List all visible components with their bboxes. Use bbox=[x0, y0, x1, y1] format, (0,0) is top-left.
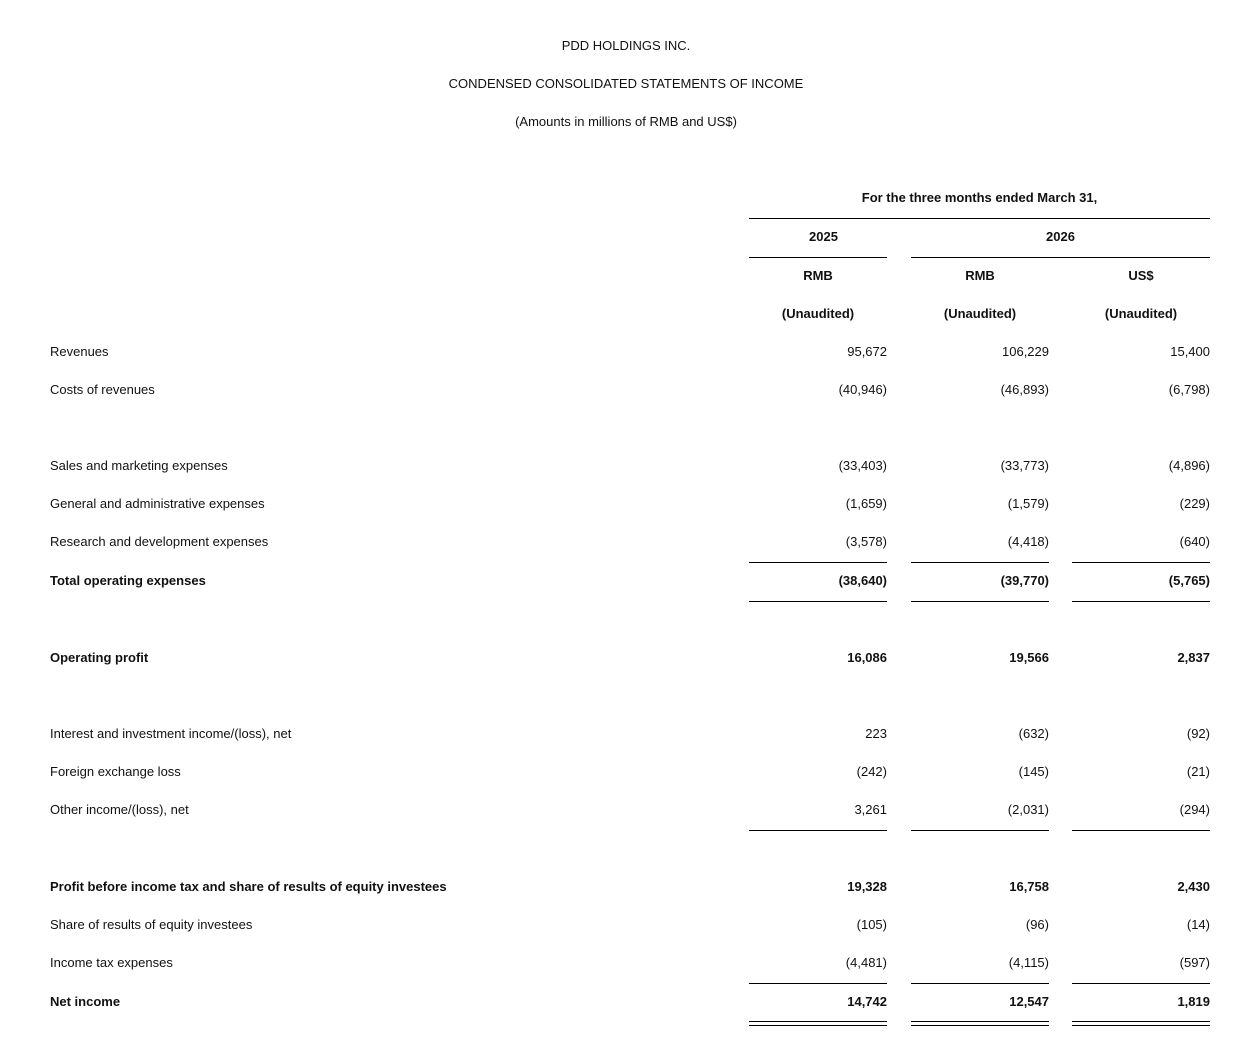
subtotal-line bbox=[1072, 983, 1210, 984]
value-2025-rmb: (3,578) bbox=[845, 534, 887, 549]
value-2026-rmb: 19,566 bbox=[1009, 650, 1049, 665]
value-2025-rmb: (105) bbox=[856, 917, 887, 932]
row-label: Sales and marketing expenses bbox=[50, 458, 228, 473]
row-profit-before-tax bbox=[0, 879, 1252, 895]
value-2026-rmb: (1,579) bbox=[1007, 496, 1049, 511]
value-2026-usd: (229) bbox=[1179, 496, 1210, 511]
value-2026-rmb: (2,031) bbox=[1007, 802, 1049, 817]
value-2025-rmb: (1,659) bbox=[845, 496, 887, 511]
subtotal-line bbox=[1072, 830, 1210, 831]
subtotal-line bbox=[911, 562, 1049, 563]
value-2025-rmb: 16,086 bbox=[847, 650, 887, 665]
row-label: Revenues bbox=[50, 344, 109, 359]
value-2026-usd: 15,400 bbox=[1170, 344, 1210, 359]
value-2025-rmb: (4,481) bbox=[845, 955, 887, 970]
year-2025-divider bbox=[749, 257, 887, 258]
row-label: Share of results of equity investees bbox=[50, 917, 253, 932]
value-2026-rmb: (4,115) bbox=[1008, 955, 1049, 970]
double-underline bbox=[1072, 1021, 1210, 1026]
currency-heading-2: RMB bbox=[965, 268, 995, 283]
value-2026-usd: (6,798) bbox=[1168, 382, 1210, 397]
currency-heading-3: US$ bbox=[1128, 268, 1154, 283]
value-2026-usd: 1,819 bbox=[1177, 994, 1210, 1009]
row-revenues bbox=[0, 344, 1252, 360]
total-line bbox=[749, 601, 887, 602]
value-2026-rmb: 106,229 bbox=[1002, 344, 1049, 359]
row-label: Foreign exchange loss bbox=[50, 764, 181, 779]
value-2026-usd: 2,837 bbox=[1177, 650, 1210, 665]
row-label: Profit before income tax and share of results of equity investees bbox=[50, 879, 447, 894]
units-note: (Amounts in millions of RMB and US$) bbox=[515, 114, 737, 129]
value-2025-rmb: 95,672 bbox=[847, 344, 887, 359]
total-line bbox=[911, 601, 1049, 602]
row-total-operating-expenses bbox=[0, 573, 1252, 589]
value-2026-usd: (294) bbox=[1179, 802, 1210, 817]
row-general-admin bbox=[0, 496, 1252, 512]
row-income-tax bbox=[0, 955, 1252, 971]
row-label: Net income bbox=[50, 994, 121, 1009]
period-title: For the three months ended March 31, bbox=[861, 190, 1098, 205]
year-2026-heading: 2026 bbox=[1046, 229, 1075, 244]
audit-heading-1: (Unaudited) bbox=[781, 306, 855, 321]
value-2026-usd: 2,430 bbox=[1177, 879, 1210, 894]
value-2025-rmb: (242) bbox=[856, 764, 887, 779]
total-line bbox=[1072, 601, 1210, 602]
value-2025-rmb: 19,328 bbox=[847, 879, 887, 894]
row-label: Income tax expenses bbox=[50, 955, 173, 970]
currency-heading-1: RMB bbox=[803, 268, 833, 283]
value-2026-rmb: (39,770) bbox=[1000, 573, 1049, 588]
year-2025-heading: 2025 bbox=[809, 229, 838, 244]
value-2026-usd: (92) bbox=[1186, 726, 1210, 741]
value-2026-rmb: (632) bbox=[1018, 726, 1049, 741]
year-2026-divider bbox=[911, 257, 1210, 258]
row-interest-investment bbox=[0, 726, 1252, 742]
value-2026-usd: (21) bbox=[1186, 764, 1210, 779]
double-underline bbox=[911, 1021, 1049, 1026]
subtotal-line bbox=[749, 830, 887, 831]
value-2026-rmb: (96) bbox=[1025, 917, 1049, 932]
row-foreign-exchange bbox=[0, 764, 1252, 780]
value-2025-rmb: 14,742 bbox=[847, 994, 887, 1009]
subtotal-line bbox=[911, 830, 1049, 831]
value-2025-rmb: (38,640) bbox=[838, 573, 887, 588]
value-2026-rmb: 12,547 bbox=[1009, 994, 1049, 1009]
value-2025-rmb: 3,261 bbox=[854, 802, 887, 817]
value-2026-rmb: 16,758 bbox=[1009, 879, 1049, 894]
value-2026-rmb: (46,893) bbox=[1000, 382, 1049, 397]
subtotal-line bbox=[911, 983, 1049, 984]
row-net-income bbox=[0, 994, 1252, 1010]
row-label: Other income/(loss), net bbox=[50, 802, 189, 817]
row-label: Costs of revenues bbox=[50, 382, 155, 397]
row-costs-of-revenues bbox=[0, 382, 1252, 398]
row-label: Research and development expenses bbox=[50, 534, 269, 549]
value-2026-rmb: (145) bbox=[1018, 764, 1049, 779]
row-label: General and administrative expenses bbox=[50, 496, 265, 511]
audit-heading-3: (Unaudited) bbox=[1104, 306, 1178, 321]
row-label: Total operating expenses bbox=[50, 573, 206, 588]
value-2026-usd: (4,896) bbox=[1168, 458, 1210, 473]
value-2025-rmb: (40,946) bbox=[838, 382, 887, 397]
double-underline bbox=[749, 1021, 887, 1026]
subtotal-line bbox=[749, 562, 887, 563]
row-operating-profit bbox=[0, 650, 1252, 666]
row-research-development bbox=[0, 534, 1252, 550]
value-2026-rmb: (33,773) bbox=[1000, 458, 1049, 473]
value-2026-usd: (5,765) bbox=[1168, 573, 1210, 588]
company-name: PDD HOLDINGS INC. bbox=[561, 38, 691, 53]
statement-title: CONDENSED CONSOLIDATED STATEMENTS OF INCOME bbox=[448, 76, 804, 91]
value-2026-rmb: (4,418) bbox=[1007, 534, 1049, 549]
row-label: Operating profit bbox=[50, 650, 149, 665]
value-2025-rmb: 223 bbox=[865, 726, 887, 741]
audit-heading-2: (Unaudited) bbox=[943, 306, 1017, 321]
value-2026-usd: (14) bbox=[1186, 917, 1210, 932]
value-2025-rmb: (33,403) bbox=[838, 458, 887, 473]
row-sales-marketing bbox=[0, 458, 1252, 474]
value-2026-usd: (597) bbox=[1179, 955, 1210, 970]
subtotal-line bbox=[1072, 562, 1210, 563]
period-divider bbox=[749, 218, 1210, 219]
subtotal-line bbox=[749, 983, 887, 984]
row-other-income bbox=[0, 802, 1252, 818]
value-2026-usd: (640) bbox=[1179, 534, 1210, 549]
row-share-equity-investees bbox=[0, 917, 1252, 933]
row-label: Interest and investment income/(loss), net bbox=[50, 726, 292, 741]
